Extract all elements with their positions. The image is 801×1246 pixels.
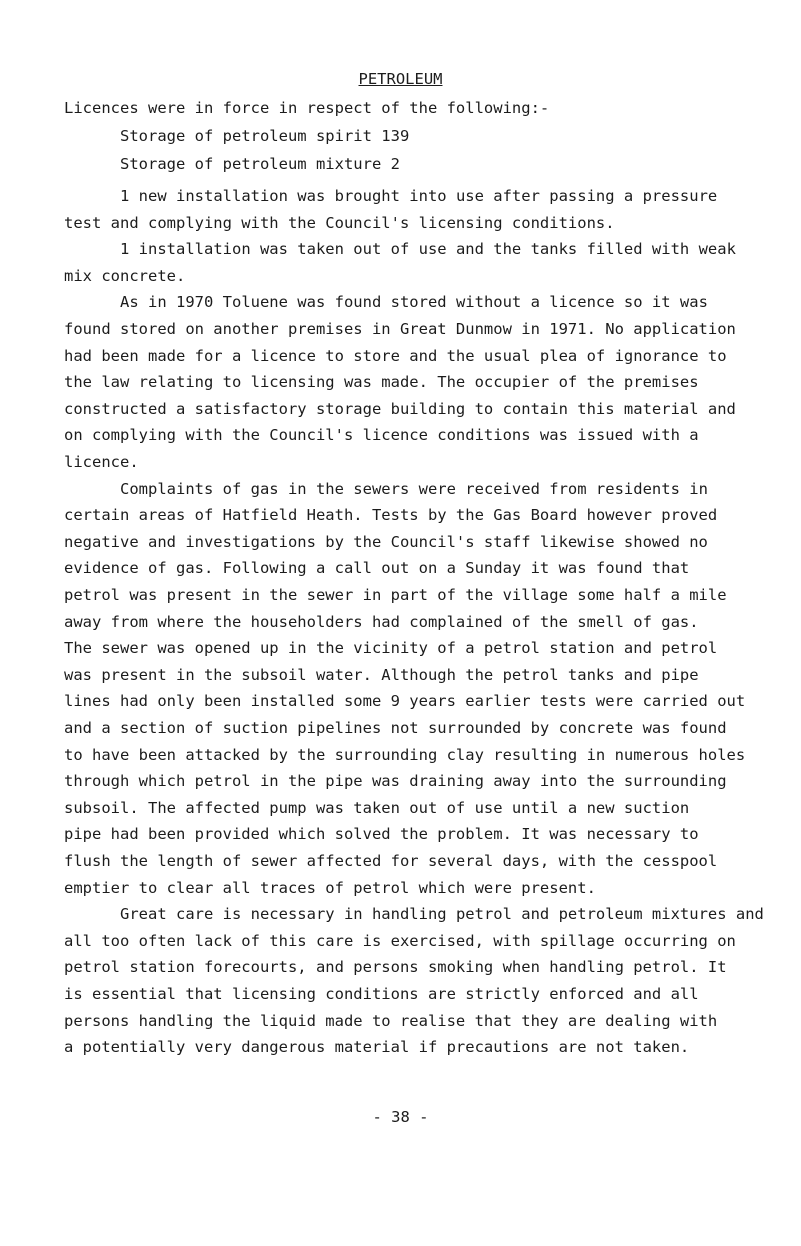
body-line: subsoil. The affected pump was taken out of use until a new suction (64, 798, 690, 817)
body-line: all too often lack of this care is exercised, with spillage occurring on (64, 931, 736, 950)
body-line: pipe had been provided which solved the problem. It was necessary to (64, 825, 699, 844)
body-line: petrol was present in the sewer in part of the village some half a mile (64, 586, 727, 604)
body-line: a potentially very dangerous material if precautions are not taken. (64, 1038, 690, 1057)
body-line: As in 1970 Toluene was found stored without a licence so it was (120, 293, 708, 312)
body-line: constructed a satisfactory storage building to contain this material and (64, 399, 736, 418)
body-line: test and complying with the Council's licensing conditions. (64, 213, 615, 232)
body-line: Storage of petroleum spirit 139 (120, 127, 410, 145)
body-line: Licences were in force in respect of the following:- (64, 99, 550, 117)
body-line: found stored on another premises in Great Dunmow in 1971. No application (64, 320, 736, 338)
body-line: the law relating to licensing was made. The occupier of the premises (64, 373, 699, 392)
body-line: had been made for a licence to store and the usual plea of ignorance to (64, 346, 727, 365)
body-line: was present in the subsoil water. Although the petrol tanks and pipe (64, 665, 699, 684)
body-line: flush the length of sewer affected for several days, with the cesspool (64, 852, 718, 870)
body-line: is essential that licensing conditions are strictly enforced and all (64, 985, 699, 1003)
body-line: on complying with the Council's licence conditions was issued with a (64, 426, 699, 445)
body-line: The sewer was opened up in the vicinity of a petrol station and petrol (64, 639, 718, 658)
body-line: emptier to clear all traces of petrol which were present. (64, 878, 596, 897)
body-line: lines had only been installed some 9 years earlier tests were carried out (64, 692, 746, 711)
body-line: petrol station forecourts, and persons smoking when handling petrol. It (64, 958, 727, 977)
body-line: licence. (64, 453, 139, 471)
body-line: through which petrol in the pipe was draining away into the surrounding (64, 772, 727, 791)
body-line: persons handling the liquid made to realise that they are dealing with (64, 1011, 718, 1030)
body-line: evidence of gas. Following a call out on a Sunday it was found that (64, 559, 690, 578)
page-title: PETROLEUM (358, 70, 443, 88)
body-line: Storage of petroleum mixture 2 (120, 155, 400, 173)
body-line: away from where the householders had complained of the smell of gas. (64, 612, 699, 631)
body-line: mix concrete. (64, 266, 186, 285)
body-line: 1 new installation was brought into use after passing a pressure (120, 187, 718, 205)
body-line: Complaints of gas in the sewers were received from residents in (120, 479, 708, 498)
body-line: and a section of suction pipelines not surrounded by concrete was found (64, 719, 727, 737)
page-number: - 38 - (372, 1108, 429, 1126)
body-line: 1 installation was taken out of use and the tanks filled with weak (120, 240, 736, 259)
body-line: certain areas of Hatfield Heath. Tests by the Gas Board however proved (64, 506, 718, 525)
body-line: negative and investigations by the Council's staff likewise showed no (64, 532, 708, 551)
body-line: Great care is necessary in handling petrol and petroleum mixtures and (120, 905, 764, 924)
body-line: to have been attacked by the surrounding clay resulting in numerous holes (64, 745, 746, 764)
